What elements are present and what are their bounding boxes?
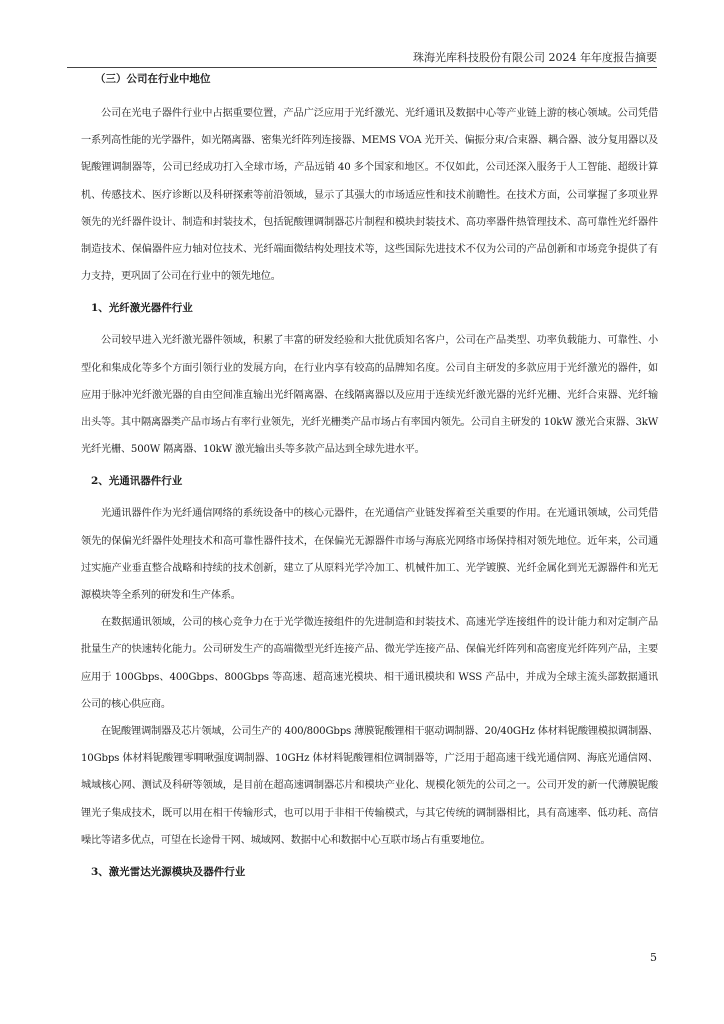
section-intro-paragraph: 公司在光电子器件行业中占据重要位置，产品广泛应用于光纤激光、光纤通讯及数据中心等产业链上游的核心领域。公司凭借一系列高性能的光学器件，如光隔离器、密集光纤阵列连接器、MEMS VOA 光开关、偏振分束/合束器、耦合器、波分复用器以及铌酸锂调制器等，公司已经成功打入全球市场，产品远销 40 多个国家和地区。不仅如此，公司还深入服务于人工智能、超级计算机、传感技术、医疗诊断以及科研探索等前沿领域，显示了其强大的市场适应性和技术前瞻性。在技术方面，公司掌握了多项业界领先的光纤器件设计、制造和封装技术，包括铌酸锂调制器芯片制程和模块封装技术、高功率器件热管理技术、高可靠性光纤器件制造技术、保偏器件应力轴对位技术、光纤端面微结构处理技术等，这些国际先进技术不仅为公司的产品创新和市场竞争提供了有力支持，更巩固了公司在行业中的领先地位。 <box>81 108 658 283</box>
optical-communication-paragraph-3: 在铌酸锂调制器及芯片领域，公司生产的 400/800Gbps 薄膜铌酸锂相干驱动调制器、20/40GHz 体材料铌酸锂模拟调制器、10Gbps 体材料铌酸锂零啁啾强度调制器、10GHz 体材料铌酸锂相位调制器等，广泛用于超高速干线光通信网、海底光通信网、城域核心网、测试及科研等领域，是目前在超高速调制器芯片和模块产业化、规模化领先的公司之一。公司开发的新一代薄膜铌酸锂光子集成技术，既可以用在相干传输形式，也可以用于非相干传输模式，与其它传统的调制器相比，具有高速率、低功耗、高信噪比等诸多优点，可望在长途骨干网、城域网、数据中心和数据中心互联市场占有重要地位。 <box>81 726 658 846</box>
subsection-heading-optical-communication: 2、光通讯器件行业 <box>91 475 183 488</box>
subsection-heading-fiber-laser: 1、光纤激光器件行业 <box>91 302 193 315</box>
section-heading: （三）公司在行业中地位 <box>95 73 211 85</box>
page-number: 5 <box>650 951 657 964</box>
running-header: 珠海光库科技股份有限公司 2024 年年度报告摘要 <box>413 51 657 64</box>
subsection-heading-lidar: 3、激光雷达光源模块及器件行业 <box>91 866 246 879</box>
optical-communication-paragraph-1: 光通讯器件作为光纤通信网络的系统设备中的核心元器件，在光通信产业链发挥着至关重要的作用。在光通讯领域，公司凭借领先的保偏光纤器件处理技术和高可靠性器件技术，在保偏光无源器件市场与海底光网络市场保持相对领先地位。近年来，公司通过实施产业垂直整合战略和持续的技术创新，建立了从原料光学冷加工、机械件加工、光学镀膜、光纤金属化到光无源器件和光无源模块等全系列的研发和生产体系。 <box>81 508 658 602</box>
optical-communication-paragraph-2: 在数据通讯领域，公司的核心竞争力在于光学微连接组件的先进制造和封装技术、高速光学连接组件的设计能力和对定制产品批量生产的快速转化能力。公司研发生产的高端微型光纤连接产品、微光学连接产品、保偏光纤阵列和高密度光纤阵列产品，主要应用于 100Gbps、400Gbps、800Gbps 等高速、超高速光模块、相干通讯模块和 WSS 产品中，并成为全球主流头部数据通讯公司的核心供应商。 <box>81 617 658 710</box>
fiber-laser-paragraph: 公司较早进入光纤激光器件领域，积累了丰富的研发经验和大批优质知名客户，公司在产品类型、功率负载能力、可靠性、小型化和集成化等多个方面引领行业的发展方向，在行业内享有较高的品牌知名度。公司自主研发的多款应用于光纤激光的器件，如应用于脉冲光纤激光器的自由空间准直输出光纤隔离器、在线隔离器以及应用于连续光纤激光器的光纤光栅、光纤合束器、光纤输出头等。其中隔离器类产品市场占有率行业领先，光纤光栅类产品市场占有率国内领先。公司自主研发的 10kW 激光合束器、3kW 光纤光栅、500W 隔离器、10kW 激光输出头等多款产品达到全球先进水平。 <box>81 335 658 456</box>
header-divider <box>67 67 657 68</box>
document-body <box>81 71 658 891</box>
